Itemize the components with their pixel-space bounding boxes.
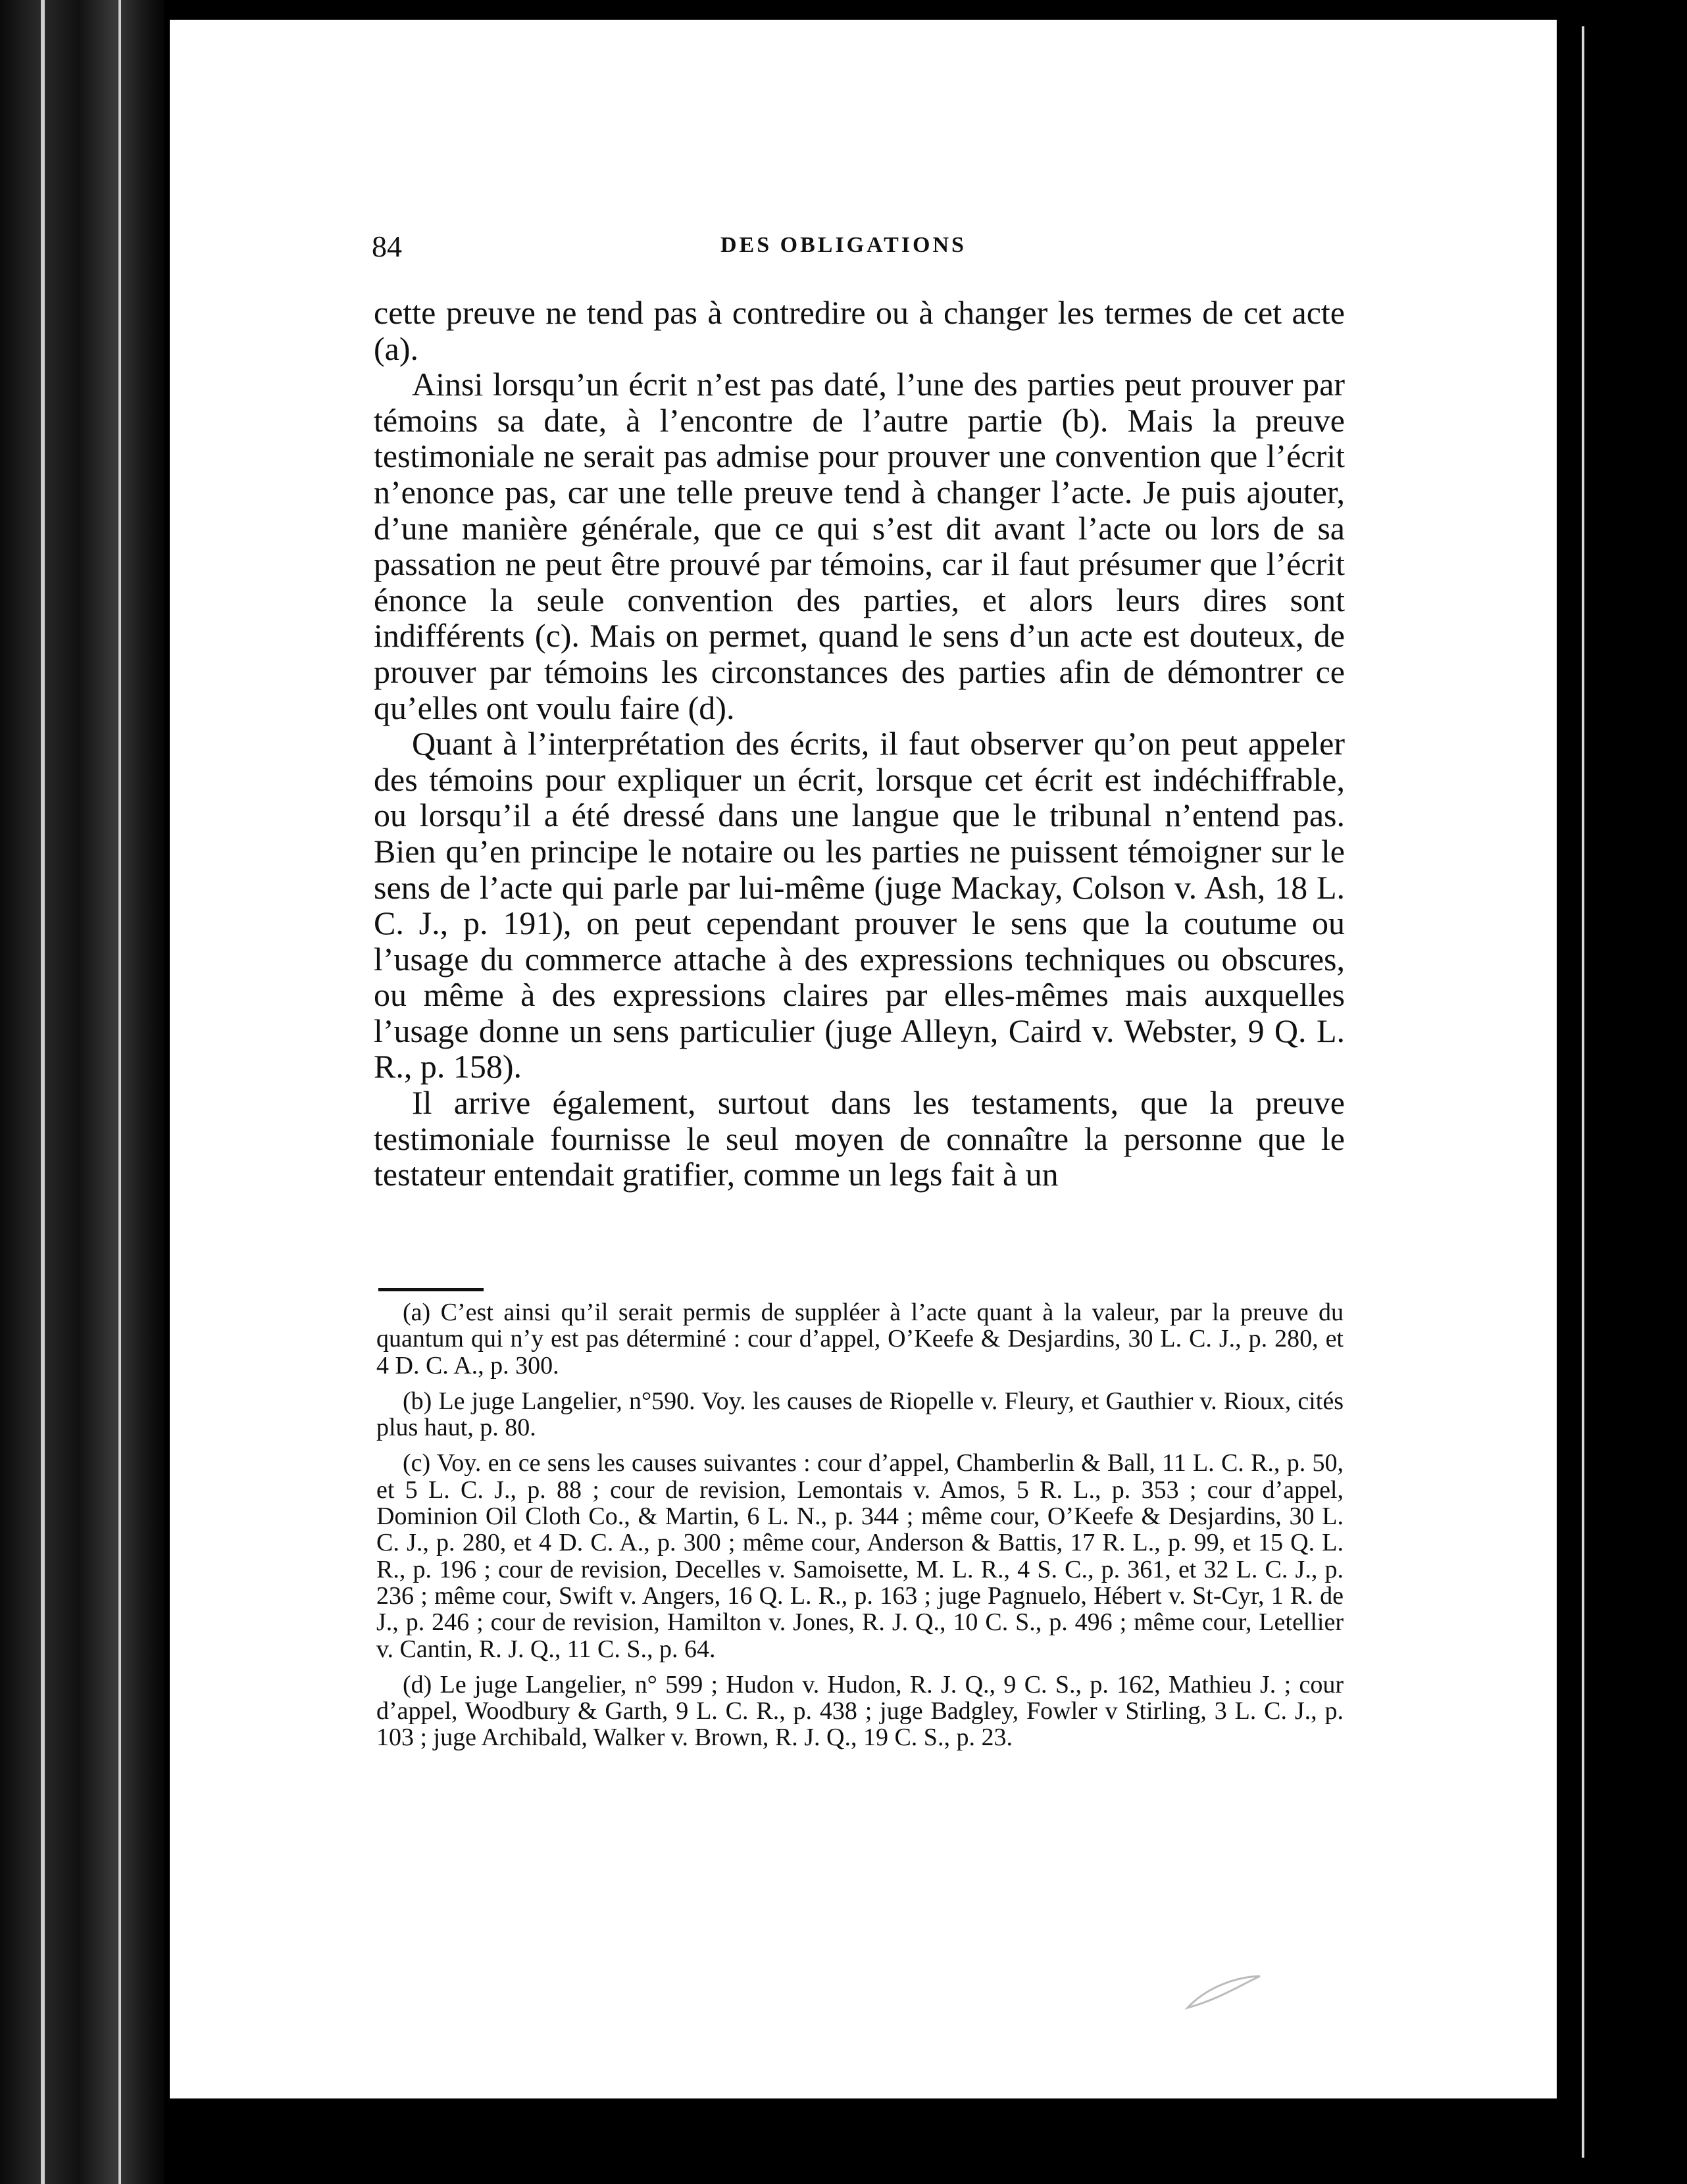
footnotes (376, 1299, 1344, 1760)
paragraph: Ainsi lorsqu’un écrit n’est pas daté, l’une des parties peut prouver par témoins sa date, à l’encontre de l’autre partie (b). Mais la preuve testimoniale ne serait pas admise pour prouver une convention que l’écrit n’enonce pas, car une telle preuve tend à changer l’acte. Je puis ajouter, d’une manière générale, que ce qui s’est dit avant l’acte ou lors de sa passation ne peut être prouvé par témoins, car il faut présumer que l’écrit énonce la seule convention des parties, et alors leurs dires sont indifférents (c). Mais on permet, quand le sens d’un acte est douteux, de prouver par témoins les circonstances des parties afin de démontrer ce qu’elles ont voulu faire (d). (374, 366, 1345, 726)
footnote-rule (378, 1288, 484, 1291)
footnote: (d) Le juge Langelier, n° 599 ; Hudon v. Hudon, R. J. Q., 9 C. S., p. 162, Mathieu J. ; cour d’appel, Woodbury & Garth, 9 L. C. R., p. 438 ; juge Badgley, Fowler v Stirling, 3 L. C. J., p. 103 ; juge Archibald, Walker v. Brown, R. J. Q., 19 C. S., p. 23. (376, 1670, 1344, 1752)
paragraph: Quant à l’interprétation des écrits, il faut observer qu’on peut appeler des témoins pour expliquer un écrit, lorsque cet écrit est indéchiffrable, ou lorsqu’il a été dressé dans une langue que le tribunal n’entend pas. Bien qu’en principe le notaire ou les parties ne puissent témoigner sur le sens de l’acte qui parle par lui-même (juge Mackay, Colson v. Ash, 18 L. C. J., p. 191), on peut cependant prouver le sens que la coutume ou l’usage du commerce attache à des expressions techniques ou obscures, ou même à des expressions claires par elles-mêmes mais auxquelles l’usage donne un sens particulier (juge Alleyn, Caird v. Webster, 9 Q. L. R., p. 158). (374, 725, 1345, 1085)
page-header (372, 229, 1344, 275)
scan-border (1562, 0, 1687, 2184)
scan-smudge-mark (1184, 1973, 1263, 2013)
paragraph: cette preuve ne tend pas à contredire ou à changer les termes de cet acte (a). (374, 294, 1345, 367)
binding-edge (41, 0, 45, 2184)
footnote: (c) Voy. en ce sens les causes suivantes : cour d’appel, Chamberlin & Ball, 11 L. C. R., p. 50, et 5 L. C. J., p. 88 ; cour de revision, Lemontais v. Amos, 5 R. L., p. 353 ; cour d’appel, Dominion Oil Cloth Co., & Martin, 6 L. N., p. 344 ; même cour, O’Keefe & Desjardins, 30 L. C. J., p. 280, et 4 D. C. A., p. 300 ; même cour, Anderson & Battis, 17 R. L., p. 99, et 15 Q. L. R., p. 196 ; cour de revision, Decelles v. Samoisette, M. L. R., 4 S. C., p. 361, et 32 L. C. J., p. 236 ; même cour, Swift v. Angers, 16 Q. L. R., p. 163 ; juge Pagnuelo, Hébert v. St-Cyr, 1 R. de J., p. 246 ; cour de revision, Hamilton v. Jones, R. J. Q., 10 C. S., p. 496 ; même cour, Letellier v. Cantin, R. J. Q., 11 C. S., p. 64. (376, 1449, 1344, 1663)
binding-edge (118, 0, 121, 2184)
page-edge-line (1582, 26, 1584, 2158)
book-binding (0, 0, 164, 2184)
paragraph: Il arrive également, surtout dans les testaments, que la preuve testimoniale fournisse le seul moyen de connaître la personne que le testateur entendait gratifier, comme un legs fait à un (374, 1084, 1345, 1193)
footnote: (b) Le juge Langelier, n°590. Voy. les causes de Riopelle v. Fleury, et Gauthier v. Rioux, cités plus haut, p. 80. (376, 1387, 1344, 1442)
main-text (374, 295, 1345, 1193)
footnote: (a) C’est ainsi qu’il serait permis de suppléer à l’acte quant à la valeur, par la preuve du quantum qui n’y est pas déterminé : cour d’appel, O’Keefe & Desjardins, 30 L. C. J., p. 280, et 4 D. C. A., p. 300. (376, 1299, 1344, 1379)
page-number: 84 (372, 230, 402, 263)
running-title: DES OBLIGATIONS (720, 233, 967, 257)
